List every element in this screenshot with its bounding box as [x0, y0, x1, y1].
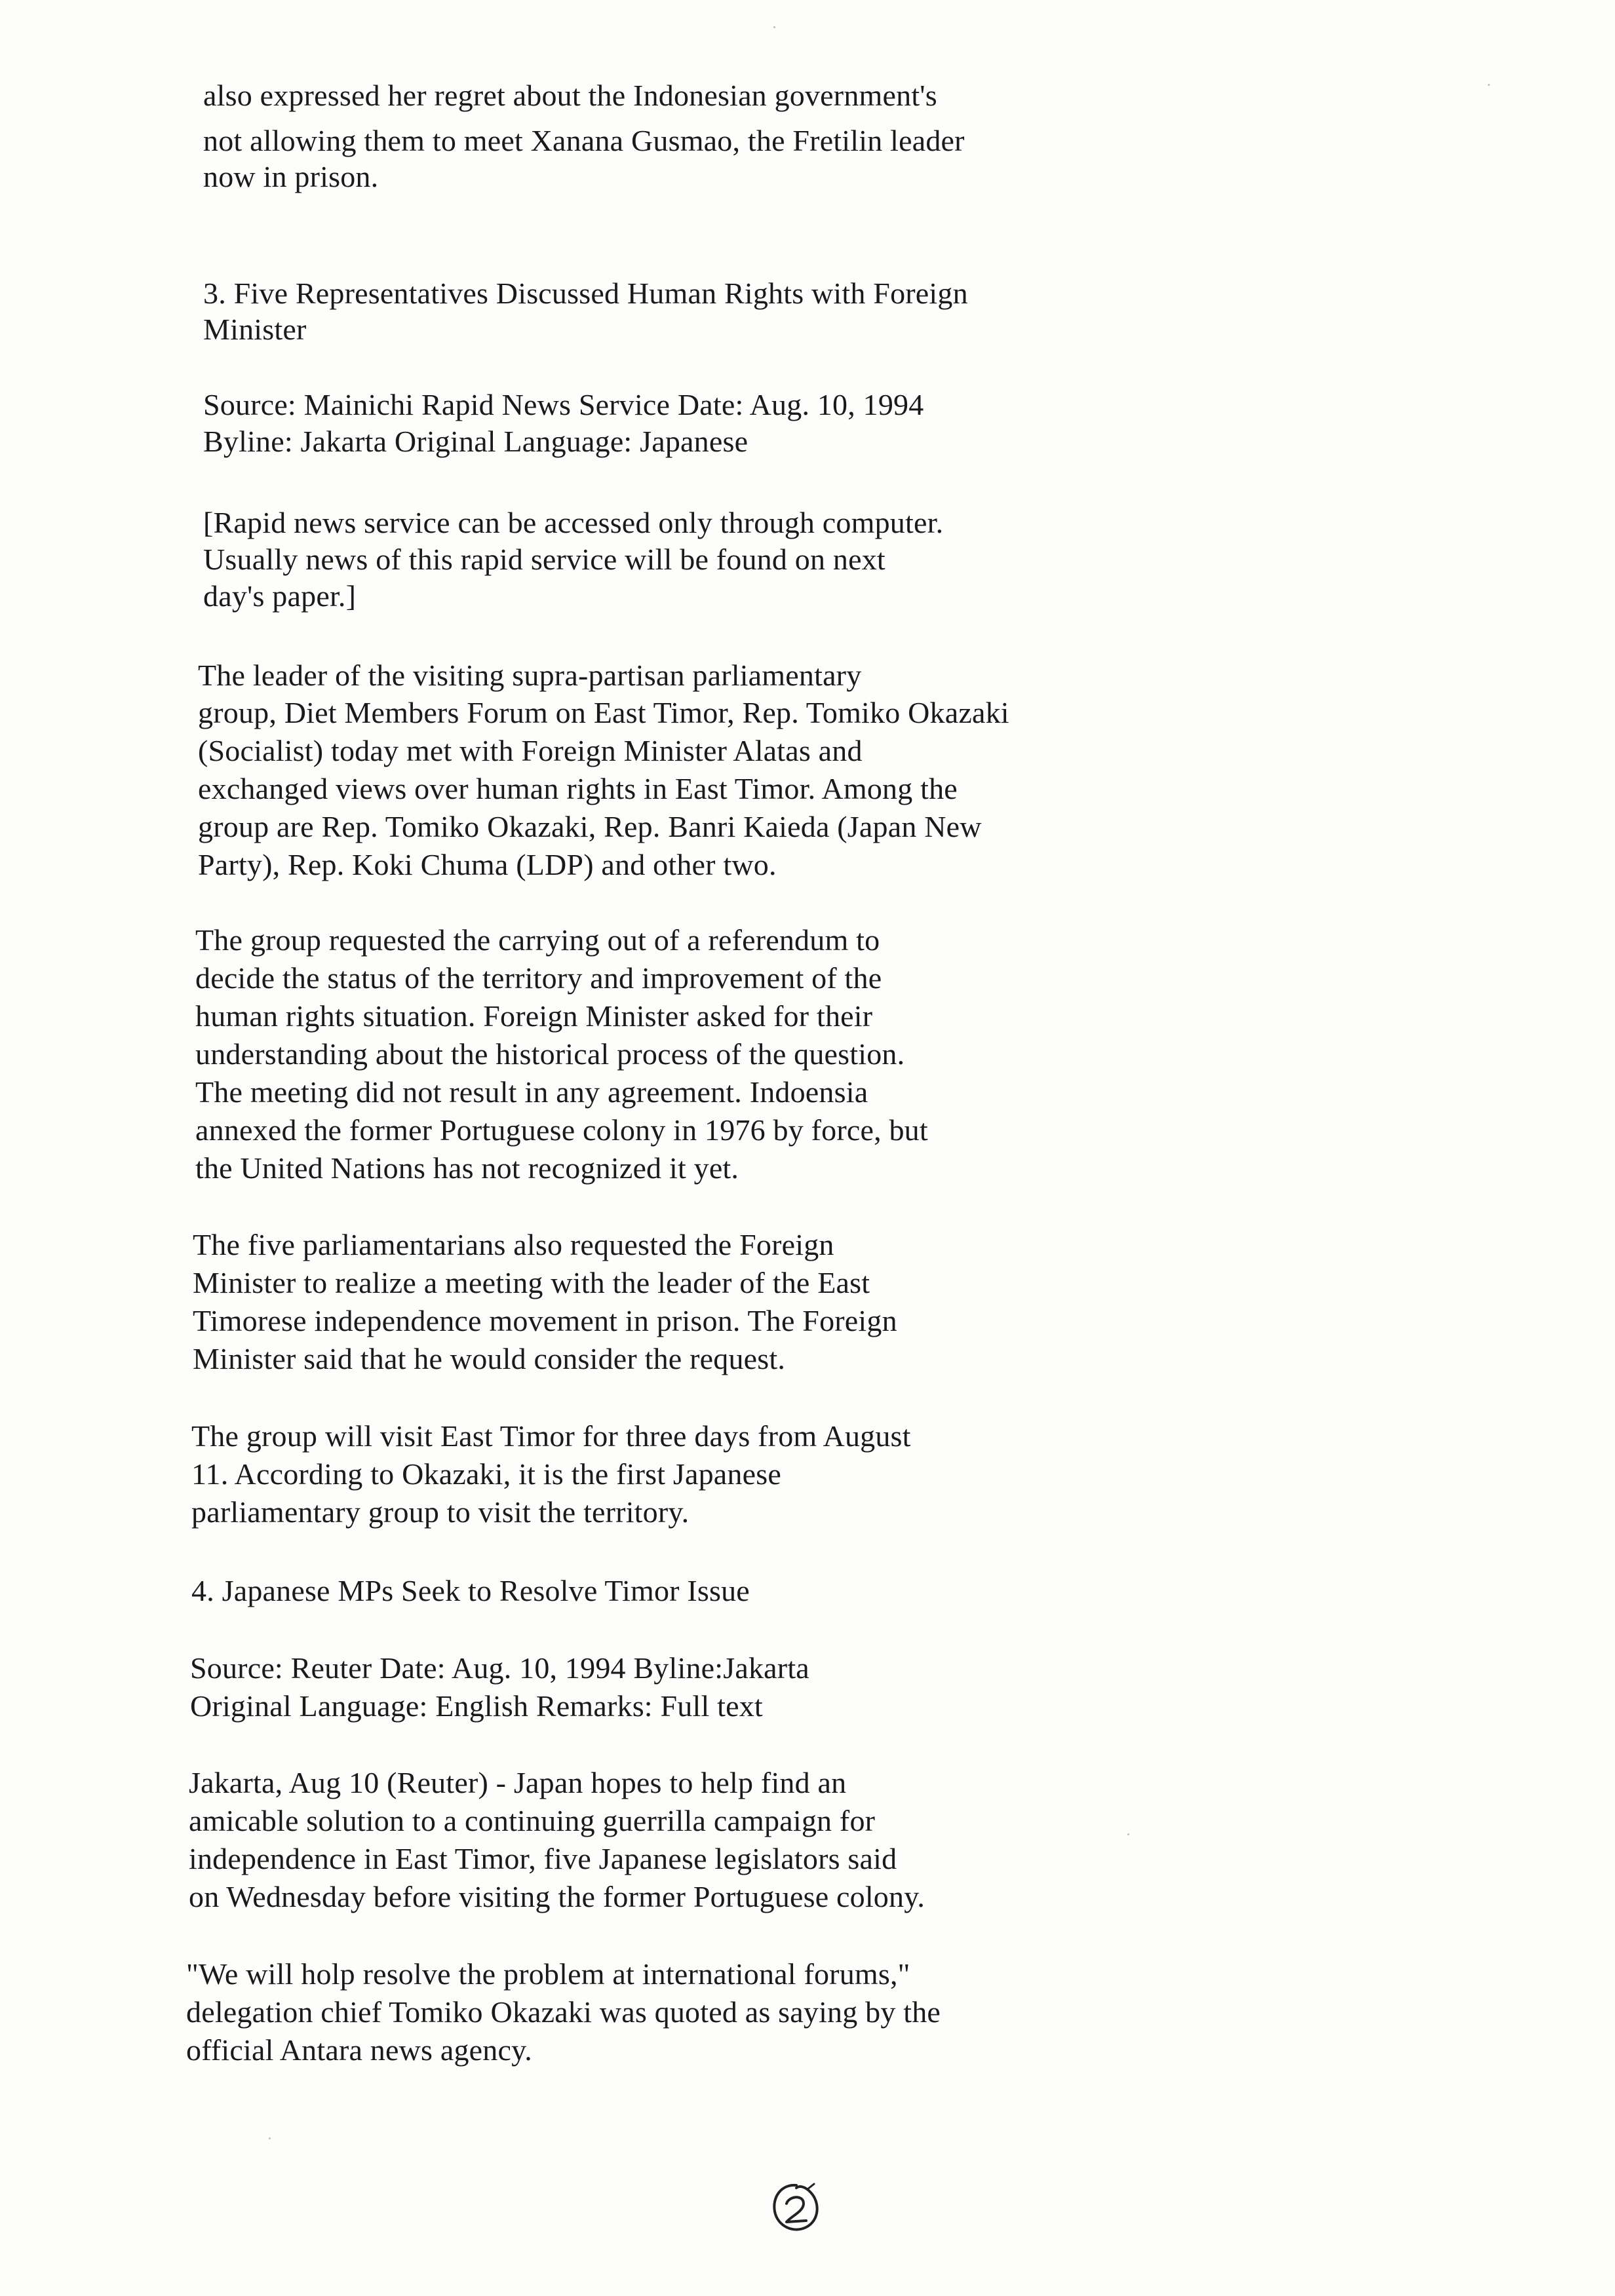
heading-line: Minister — [203, 313, 307, 346]
text-line: human rights situation. Foreign Minister asked for their — [195, 999, 873, 1033]
text-line: group are Rep. Tomiko Okazaki, Rep. Banri Kaieda (Japan New — [198, 810, 982, 843]
text-line: now in prison. — [203, 160, 379, 193]
scan-speck — [1488, 84, 1490, 86]
text-line: the United Nations has not recognized it yet. — [195, 1151, 739, 1185]
text-line: The group requested the carrying out of a referendum to — [195, 923, 880, 957]
text-line: annexed the former Portuguese colony in 1976 by force, but — [195, 1113, 928, 1147]
text-line: The group will visit East Timor for three days from August — [191, 1419, 911, 1453]
scan-speck — [773, 26, 775, 28]
text-line: not allowing them to meet Xanana Gusmao, the Fretilin leader — [203, 124, 965, 157]
note-line: [Rapid news service can be accessed only through computer. — [203, 506, 944, 539]
text-line: exchanged views over human rights in East Timor. Among the — [198, 772, 958, 805]
handwritten-circled-page-number-icon — [767, 2179, 826, 2238]
scan-speck — [269, 2137, 271, 2139]
text-line: understanding about the historical process of the question. — [195, 1037, 905, 1071]
source-line: Original Language: English Remarks: Full text — [190, 1689, 763, 1723]
text-line: The meeting did not result in any agreement. Indoensia — [195, 1075, 868, 1109]
text-line: group, Diet Members Forum on East Timor, Rep. Tomiko Okazaki — [198, 696, 1009, 729]
text-line: "We will holp resolve the problem at international forums," — [186, 1957, 910, 1991]
source-line: Byline: Jakarta Original Language: Japanese — [203, 425, 749, 458]
text-line: The five parliamentarians also requested the Foreign — [193, 1228, 834, 1261]
text-line: The leader of the visiting supra-partisan parliamentary — [198, 659, 862, 692]
note-line: day's paper.] — [203, 579, 357, 613]
section4-heading: 4. Japanese MPs Seek to Resolve Timor Issue — [191, 1574, 750, 1607]
text-line: Party), Rep. Koki Chuma (LDP) and other two. — [198, 848, 777, 881]
text-line: Minister to realize a meeting with the leader of the East — [193, 1266, 870, 1299]
source-line: Source: Mainichi Rapid News Service Date: Aug. 10, 1994 — [203, 388, 924, 421]
text-line: on Wednesday before visiting the former Portuguese colony. — [189, 1880, 925, 1913]
text-line: 11. According to Okazaki, it is the first Japanese — [191, 1457, 781, 1491]
text-line: official Antara news agency. — [186, 2033, 532, 2067]
text-line: also expressed her regret about the Indonesian government's — [203, 79, 937, 112]
text-line: (Socialist) today met with Foreign Minister Alatas and — [198, 734, 863, 767]
text-line: independence in East Timor, five Japanese legislators said — [189, 1842, 897, 1875]
text-line: amicable solution to a continuing guerrilla campaign for — [189, 1804, 876, 1837]
text-line: delegation chief Tomiko Okazaki was quoted as saying by the — [186, 1995, 941, 2029]
text-line: Minister said that he would consider the request. — [193, 1342, 786, 1375]
scan-speck — [1127, 1833, 1129, 1835]
text-line: Timorese independence movement in prison. The Foreign — [193, 1304, 897, 1337]
text-line: Jakarta, Aug 10 (Reuter) - Japan hopes to help find an — [189, 1766, 847, 1799]
heading-line: 3. Five Representatives Discussed Human Rights with Foreign — [203, 277, 968, 310]
source-line: Source: Reuter Date: Aug. 10, 1994 Byline:Jakarta — [190, 1651, 809, 1685]
note-line: Usually news of this rapid service will be found on next — [203, 543, 885, 576]
text-line: decide the status of the territory and improvement of the — [195, 961, 882, 995]
text-line: parliamentary group to visit the territory. — [191, 1495, 690, 1529]
